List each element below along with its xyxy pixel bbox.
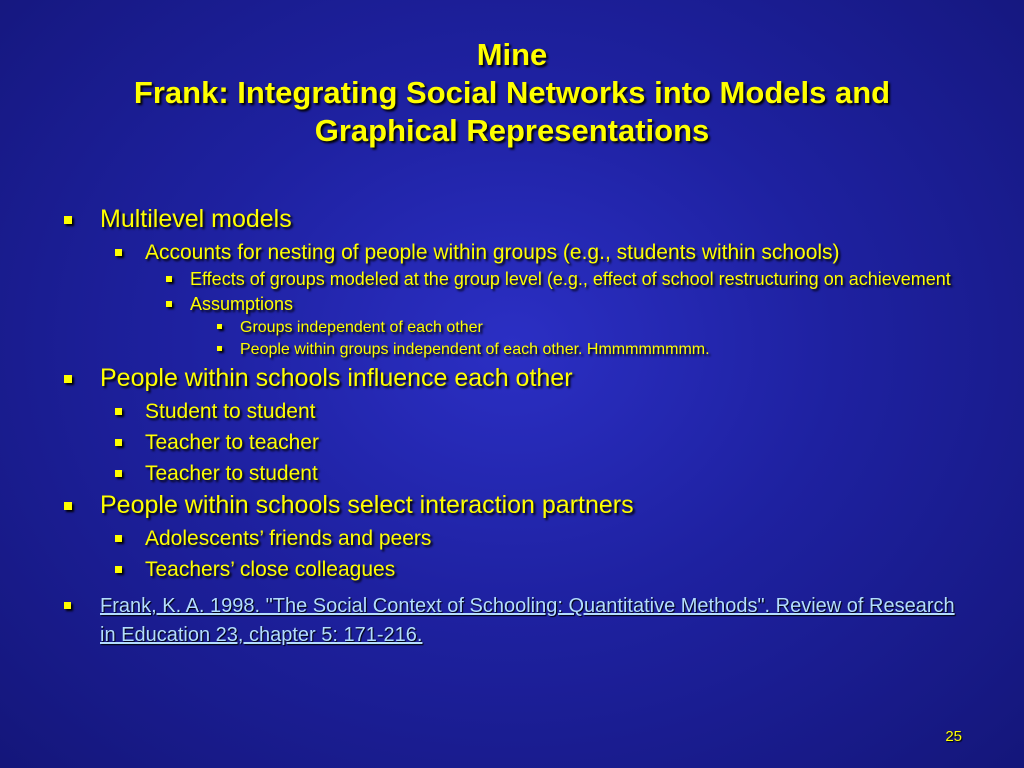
bullet-teachers-colleagues: [60, 557, 960, 582]
title-line-1: Mine: [476, 37, 548, 72]
bullet-text: Adolescents’ friends and peers: [145, 527, 432, 550]
bullet-student-to-student: [60, 399, 960, 424]
square-bullet-icon: [64, 375, 72, 383]
square-bullet-icon: [217, 346, 222, 351]
bullet-reference: [60, 592, 960, 650]
square-bullet-icon: [64, 602, 71, 609]
title-line-2: Frank: Integrating Social Networks into Models and: [133, 75, 891, 110]
bullet-text: Assumptions: [190, 294, 294, 314]
bullet-text: Groups independent of each other: [240, 319, 483, 336]
square-bullet-icon: [217, 324, 222, 329]
slide-title: [40, 36, 984, 150]
bullet-people-independent: [60, 340, 960, 359]
square-bullet-icon: [166, 301, 172, 307]
bullet-text: Accounts for nesting of people within groups (e.g., students within schools): [145, 241, 840, 264]
bullet-text: Effects of groups modeled at the group level (e.g., effect of school restructuring on achievement: [190, 269, 951, 289]
square-bullet-icon: [64, 502, 72, 510]
bullet-text: Teachers’ close colleagues: [145, 558, 396, 581]
bullet-group-effects: [60, 269, 960, 290]
square-bullet-icon: [115, 249, 122, 256]
bullet-multilevel-models: [60, 204, 960, 234]
reference-link[interactable]: Frank, K. A. 1998. "The Social Context of Schooling: Quantitative Methods". Review of Research in Education 23, chapter 5: 171-216.: [100, 595, 955, 646]
bullet-text: Teacher to teacher: [145, 431, 319, 454]
bullet-text: People within schools influence each other: [100, 364, 573, 392]
bullet-text: Teacher to student: [145, 462, 318, 485]
square-bullet-icon: [115, 566, 122, 573]
bullet-text: People within groups independent of each other. Hmmmmmmmm.: [240, 341, 710, 358]
page-number: 25: [945, 728, 962, 745]
bullet-groups-independent: [60, 318, 960, 337]
square-bullet-icon: [166, 276, 172, 282]
bullet-assumptions: [60, 294, 960, 315]
bullet-adolescents: [60, 526, 960, 551]
bullet-text: People within schools select interaction partners: [100, 491, 634, 519]
bullet-text: Multilevel models: [100, 205, 292, 233]
title-line-3: Graphical Representations: [314, 113, 710, 148]
bullet-list: [60, 200, 960, 650]
bullet-select-partners: [60, 490, 960, 520]
bullet-teacher-to-student: [60, 461, 960, 486]
bullet-nesting: [60, 240, 960, 265]
square-bullet-icon: [115, 535, 122, 542]
square-bullet-icon: [64, 216, 72, 224]
square-bullet-icon: [115, 470, 122, 477]
bullet-teacher-to-teacher: [60, 430, 960, 455]
square-bullet-icon: [115, 408, 122, 415]
square-bullet-icon: [115, 439, 122, 446]
bullet-influence: [60, 363, 960, 393]
bullet-text: Student to student: [145, 400, 316, 423]
